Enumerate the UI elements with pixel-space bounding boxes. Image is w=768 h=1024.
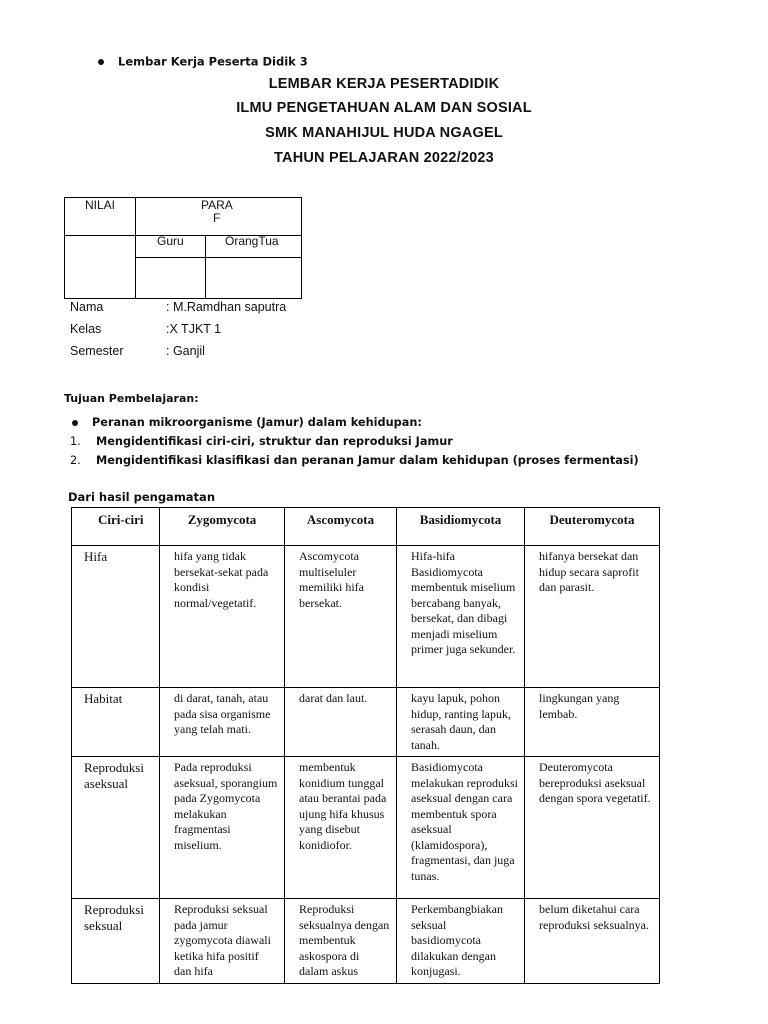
objective-text: Mengidentifikasi klasifikasi dan peranan Jamur dalam kehidupan (proses fermentasi)	[96, 454, 639, 467]
bullet-icon	[98, 59, 104, 65]
title-line-1: LEMBAR KERJA PESERTADIDIK	[268, 76, 500, 92]
guru-label: Guru	[157, 234, 184, 248]
nama-value: : M.Ramdhan saputra	[166, 300, 287, 314]
table-row	[72, 688, 660, 757]
title-line-2: ILMU PENGETAHUAN ALAM DAN SOSIAL	[236, 100, 532, 116]
semester-label: Semester	[70, 344, 124, 358]
nama-label: Nama	[70, 300, 104, 314]
header-ascomycota: Ascomycota	[285, 508, 397, 546]
kelas-value: :X TJKT 1	[166, 322, 222, 336]
objective-number: 2.	[70, 454, 81, 467]
row-label: Reproduksi aseksual	[72, 757, 160, 899]
table-cell: Pada reproduksi aseksual, sporangium pada Zygomycota melakukan fragmentasi miselium.	[160, 757, 285, 899]
table-cell: Perkembangbiakan seksual basidiomycota dilakukan dengan konjugasi.	[397, 899, 525, 984]
row-label: Habitat	[72, 688, 160, 757]
table-cell: hifanya bersekat dan hidup secara saprofit dan parasit.	[525, 546, 660, 688]
table-cell: belum diketahui cara reproduksi seksualnya.	[525, 899, 660, 984]
row-label: Reproduksi seksual	[72, 899, 160, 984]
table-row	[72, 546, 660, 688]
table-cell: kayu lapuk, pohon hidup, ranting lapuk, serasah daun, dan tanah.	[397, 688, 525, 757]
row-label: Hifa	[72, 546, 160, 688]
orangtua-label: OrangTua	[225, 234, 279, 248]
observation-heading: Dari hasil pengamatan	[68, 490, 216, 504]
table-cell: darat dan laut.	[285, 688, 397, 757]
objective-bullet	[70, 416, 422, 429]
table-cell: Reproduksi seksualnya dengan membentuk askospora di dalam askus	[285, 899, 397, 984]
paraf-label-line2: F	[213, 211, 221, 225]
header-ciri-ciri: Ciri-ciri	[72, 508, 160, 546]
table-header-row	[72, 508, 660, 546]
tujuan-heading: Tujuan Pembelajaran:	[64, 392, 199, 405]
table-cell: Ascomycota multiseluler memiliki hifa bersekat.	[285, 546, 397, 688]
table-row	[72, 757, 660, 899]
bullet-icon	[72, 420, 78, 426]
table-cell: Basidiomycota melakukan reproduksi aseksual dengan cara membentuk spora aseksual (klamidospora), fragmentasi, dan juga tunas.	[397, 757, 525, 899]
table-cell: membentuk konidium tunggal atau berantai pada ujung hifa khusus yang disebut konidiofor.	[285, 757, 397, 899]
objective-text: Mengidentifikasi ciri-ciri, struktur dan reproduksi Jamur	[96, 435, 453, 448]
kelas-label: Kelas	[70, 322, 102, 336]
objective-number: 1.	[70, 435, 81, 448]
table-cell: lingkungan yang lembab.	[525, 688, 660, 757]
title-line-3: SMK MANAHIJUL HUDA NGAGEL	[265, 125, 503, 141]
table-cell: Deuteromycota bereproduksi aseksual dengan spora vegetatif.	[525, 757, 660, 899]
score-box	[64, 197, 302, 299]
document-label-text: Lembar Kerja Peserta Didik 3	[118, 54, 308, 69]
title-line-4: TAHUN PELAJARAN 2022/2023	[274, 150, 494, 166]
table-row	[72, 899, 660, 984]
paraf-label-line1: PARA	[201, 198, 233, 212]
header-deuteromycota: Deuteromycota	[525, 508, 660, 546]
table-cell: Reproduksi seksual pada jamur zygomycota diawali ketika hifa positif dan hifa	[160, 899, 285, 984]
observation-table	[71, 507, 660, 984]
table-cell: Hifa-hifa Basidiomycota membentuk miselium bercabang banyak, bersekat, dan dibagi menjadi miselium primer juga sekunder.	[397, 546, 525, 688]
table-cell: hifa yang tidak bersekat-sekat pada kondisi normal/vegetatif.	[160, 546, 285, 688]
semester-value: : Ganjil	[166, 344, 205, 358]
document-label	[98, 54, 308, 69]
objective-item-2	[70, 454, 639, 467]
header-basidiomycota: Basidiomycota	[397, 508, 525, 546]
objective-bullet-text: Peranan mikroorganisme (Jamur) dalam kehidupan:	[92, 416, 422, 429]
header-zygomycota: Zygomycota	[160, 508, 285, 546]
objective-item-1	[70, 435, 453, 448]
nilai-label: NILAI	[85, 198, 116, 212]
table-cell: di darat, tanah, atau pada sisa organisme yang telah mati.	[160, 688, 285, 757]
